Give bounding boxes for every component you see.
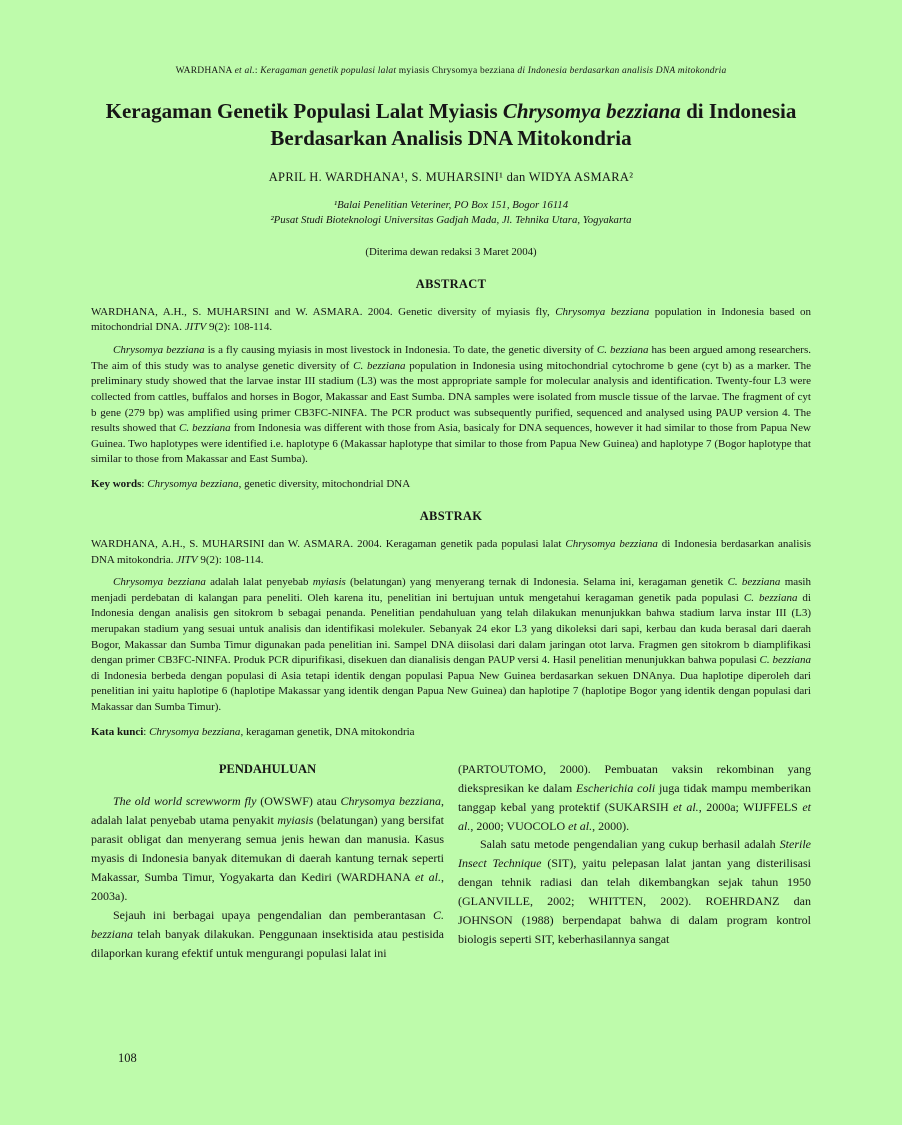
- page-content: [91, 0, 811, 963]
- affiliation-list: [91, 198, 811, 229]
- two-column-section: [91, 760, 811, 963]
- introduction-heading: PENDAHULUAN: [218, 761, 317, 776]
- affiliation: ¹Balai Penelitian Veteriner, PO Box 151, Bogor 16114: [333, 198, 569, 211]
- keywords-line-en: [91, 478, 811, 490]
- running-head: WARDHANA et al.: Keragaman genetik populasi lalat myiasis Chrysomya bezziana di Indonesia berdasarkan analisis DNA mitokondria: [175, 66, 727, 76]
- abstract-heading: ABSTRACT: [415, 276, 487, 291]
- page-title: Keragaman Genetik Populasi Lalat Myiasis Chrysomya bezziana di Indonesia Berdasarkan Analisis DNA Mitokondria: [105, 99, 797, 151]
- paragraph: Sejauh ini berbagai upaya pengendalian dan pemberantasan C. bezziana telah banyak dilakukan. Penggunaan insektisida atau pestisida dilaporkan kurang efektif untuk mengurangi populasi lalat ini: [91, 908, 444, 961]
- received-note: (Diterima dewan redaksi 3 Maret 2004): [365, 245, 537, 258]
- keywords-text-en: : Chrysomya bezziana, genetic diversity, mitochondrial DNA: [141, 477, 411, 490]
- keywords-text-id: : Chrysomya bezziana, keragaman genetik, DNA mitokondria: [143, 725, 415, 738]
- column-left-paragraphs: [91, 792, 444, 963]
- column-left: [91, 760, 444, 963]
- page-number: 108: [118, 1051, 137, 1065]
- abstrak-heading: ABSTRAK: [419, 508, 483, 523]
- abstract-citation-id: WARDHANA, A.H., S. MUHARSINI dan W. ASMARA. 2004. Keragaman genetik pada populasi lalat Chrysomya bezziana di Indonesia berdasarkan analisis DNA mitokondria. JITV 9(2): 108-114.: [91, 537, 812, 566]
- keywords-label-id: Kata kunci: [91, 725, 144, 738]
- paragraph: The old world screwworm fly (OWSWF) atau Chrysomya bezziana, adalah lalat penyebab utama penyakit myiasis (belatungan) yang bersifat parasit obligat dan menyerang semua jenis hewan dan manusia. Kasus myasis di Indonesia banyak ditemukan di daerah kantung ternak seperti Makassar, Sumba Timur, Yogyakarta dan Kediri (WARDHANA et al., 2003a).: [91, 794, 444, 904]
- abstract-citation-en: WARDHANA, A.H., S. MUHARSINI and W. ASMARA. 2004. Genetic diversity of myiasis fly, Chrysomya bezziana population in Indonesia based on mitochondrial DNA. JITV 9(2): 108-114.: [91, 305, 812, 334]
- paragraph: Salah satu metode pengendalian yang cukup berhasil adalah Sterile Insect Technique (SIT), yaitu pelepasan lalat jantan yang disterilisasi dengan tehnik radiasi dan telah dikembangkan sejak tahun 1950 (GLANVILLE, 2002; WHITTEN, 2002). ROEHRDANZ dan JOHNSON (1988) berpendapat bahwa di dalam program kontrol biologis seperti SIT, keberhasilannya sangat: [458, 837, 811, 947]
- affiliation: ²Pusat Studi Bioteknologi Universitas Gadjah Mada, Jl. Tehnika Utara, Yogyakarta: [270, 214, 632, 227]
- keywords-label-en: Key words: [91, 477, 142, 490]
- paragraph: (PARTOUTOMO, 2000). Pembuatan vaksin rekombinan yang diekspresikan ke dalam Escherichia coli juga tidak mampu memberikan tanggap kebal yang protektif (SUKARSIH et al., 2000a; WIJFFELS et al., 2000; VUOCOLO et al., 2000).: [458, 761, 812, 833]
- abstract-body-id: Chrysomya bezziana adalah lalat penyebab myiasis (belatungan) yang menyerang ternak di Indonesia. Selama ini, keragaman genetik C. bezziana masih menjadi perdebatan di kalangan para peneliti. Oleh karena itu, penelitian ini bertujuan untuk mengetahui keragaman genetik pada populasi C. bezziana di Indonesia dengan analisis gen sitokrom b sebagai penanda. Penelitian pendahuluan yang telah dilakukan menunjukkan bahwa stadium larva instar III (L3) merupakan stadium yang sesuai untuk analisis dan identifikasi molekuler. Sebanyak 24 ekor L3 yang dikoleksi dari sapi, kerbau dan kuda berasal dari daerah Bogor, Makassar dan Sumba Timur digunakan pada penelitian ini. Sampel DNA diisolasi dari dalam jaringan otot larva. Fragmen gen sitokrom b diamplifikasi dengan primer CB3FC-NINFA. Produk PCR dipurifikasi, disekuen dan dianalisis dengan PAUP versi 4. Hasil penelitian menunjukkan bahwa populasi C. bezziana di Indonesia berbeda dengan populasi di Asia tetapi identik dengan populasi Papua New Guinea berdasarkan sekuen DNAnya. Dua haplotipe diperoleh dari penelitian ini yaitu haplotipe 6 (haplotipe Makassar yang identik dengan Papua New Guinea) dan haplotipe 7 (haplotipe Bogor yang identik dengan populasi dari Makassar dan Sumba Timur).: [91, 576, 811, 714]
- keywords-line-id: [91, 726, 811, 738]
- column-right: [458, 760, 811, 950]
- column-right-paragraphs: [458, 760, 811, 950]
- author-line: APRIL H. WARDHANA¹, S. MUHARSINI¹ dan WIDYA ASMARA²: [268, 169, 634, 184]
- abstract-body-en: Chrysomya bezziana is a fly causing myiasis in most livestock in Indonesia. To date, the genetic diversity of C. bezziana has been argued among researchers. The aim of this study was to analyse genetic diversity of C. bezziana population in Indonesia using mitochondrial cytochrome b gene (cyt b) as a marker. The preliminary study showed that the larvae instar III stadium (L3) was the most appropriate sample for molecular analysis and identification. Twenty-four L3 were collected from cattles, buffalos and horses in Bogor, Makassar and East Sumba. DNA samples were isolated from muscle tissue of the larvae. The fragment of cyt b gene (279 bp) was amplified using primer CB3FC-NINFA. The PCR product was subsequently purified, sequenced and analysed using PAUP version 4. The results showed that C. bezziana from Indonesia was different with those from Asia, basicaly for DNA sequences, however it had similar to those from Papua New Guinea. Two haplotypes were identified i.e. haplotype 6 (Makassar haplotype that similar to those from Papua New Guinea) and haplotype 7 (Bogor haplotype that similar to those from Makassar and East Sumba).: [91, 344, 812, 466]
